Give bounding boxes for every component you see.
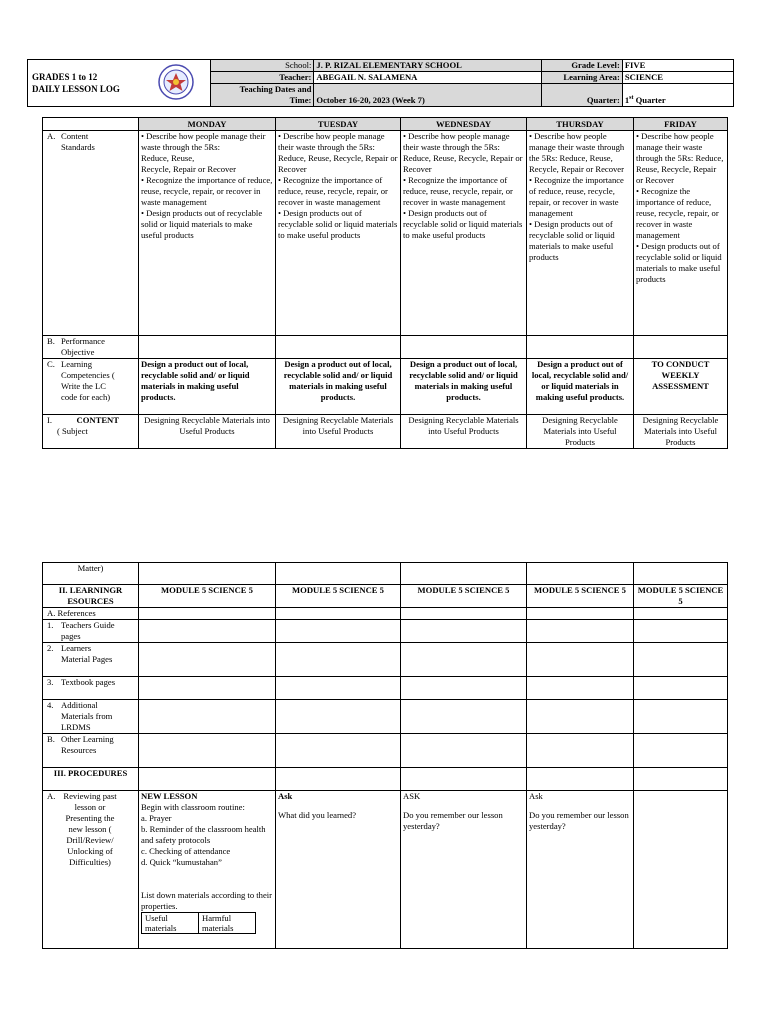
content-standards-label: A. Content Standards bbox=[43, 131, 139, 336]
learners-material-label: 2. Learners Material Pages bbox=[43, 643, 139, 677]
content-standards-tuesday: • Describe how people manage their waste through the 5Rs: Reduce, Reuse, Recycle, Repair or Recover • Recognize the importance of reduce, reuse, recycle, repair, or recover in waste management • Design products out of recyclable solid or liquid materials to make useful products bbox=[276, 131, 401, 336]
dates-label: Teaching Dates and Time: bbox=[211, 84, 314, 107]
content-standards-row bbox=[43, 131, 728, 336]
performance-label: B. Performance Objective bbox=[43, 336, 139, 359]
additional-materials-label: 4. Additional Materials from LRDMS bbox=[43, 700, 139, 734]
school-value: J. P. RIZAL ELEMENTARY SCHOOL bbox=[314, 60, 541, 72]
module-friday: MODULE 5 SCIENCE 5 bbox=[634, 585, 728, 608]
content-standards-friday: • Describe how people manage their waste through the 5Rs: Reduce, Reuse, Recycle, Repair or Recover • Recognize the importance of reduce, reuse, recycle, repair, or recover in waste management • Design products out of recyclable solid or liquid materials to make useful products bbox=[634, 131, 728, 336]
additional-materials-row bbox=[43, 700, 728, 734]
quarter-label: Quarter: bbox=[541, 84, 622, 107]
review-monday: NEW LESSON Begin with classroom routine: a. Prayer b. Reminder of the classroom health and safety protocols c. Checking of attendance d. Quick “kumustahan” List down materials according to their properties. Useful materials Harmful materials bbox=[139, 791, 276, 949]
day-friday: FRIDAY bbox=[634, 118, 728, 131]
module-tuesday: MODULE 5 SCIENCE 5 bbox=[276, 585, 401, 608]
materials-table bbox=[141, 912, 256, 934]
procedures-row bbox=[43, 768, 728, 791]
useful-materials-header: Useful materials bbox=[142, 913, 199, 934]
review-wednesday: ASK Do you remember our lesson yesterday? bbox=[401, 791, 527, 949]
area-label: Learning Area: bbox=[541, 72, 622, 84]
content-row bbox=[43, 415, 728, 449]
learners-material-row bbox=[43, 643, 728, 677]
competency-wednesday: Design a product out of local, recyclable solid and/ or liquid materials in making useful products. bbox=[401, 359, 527, 415]
content-monday: Designing Recyclable Materials into Useful Products bbox=[139, 415, 276, 449]
deped-seal-icon bbox=[143, 60, 211, 107]
grade-value: FIVE bbox=[622, 60, 733, 72]
review-tuesday: Ask What did you learned? bbox=[276, 791, 401, 949]
resources-label: II. LEARNINGR ESOURCES bbox=[43, 585, 139, 608]
module-thursday: MODULE 5 SCIENCE 5 bbox=[527, 585, 634, 608]
lesson-table-part1 bbox=[42, 117, 728, 449]
references-label: A. References bbox=[43, 608, 139, 620]
school-label: School: bbox=[211, 60, 314, 72]
competencies-label: C. Learning Competencies ( Write the LC code for each) bbox=[43, 359, 139, 415]
content-continued-row bbox=[43, 563, 728, 585]
content-label: I. CONTENT ( Subject bbox=[43, 415, 139, 449]
review-thursday: Ask Do you remember our lesson yesterday? bbox=[527, 791, 634, 949]
content-wednesday: Designing Recyclable Materials into Useful Products bbox=[401, 415, 527, 449]
competency-thursday: Design a product out of local, recyclable solid and/ or liquid materials in making useful products. bbox=[527, 359, 634, 415]
teacher-label: Teacher: bbox=[211, 72, 314, 84]
competency-monday: Design a product out of local, recyclable solid and/ or liquid materials in making useful products. bbox=[139, 359, 276, 415]
header-table bbox=[27, 59, 734, 107]
teachers-guide-row bbox=[43, 620, 728, 643]
area-value: SCIENCE bbox=[622, 72, 733, 84]
competency-friday: TO CONDUCT WEEKLY ASSESSMENT bbox=[634, 359, 728, 415]
day-thursday: THURSDAY bbox=[527, 118, 634, 131]
content-standards-thursday: • Describe how people manage their waste through the 5Rs: Reduce, Reuse, Recycle, Repair or Recover • Recognize the importance of reduce, reuse, recycle, repair, or recover in waste management • Design products out of recyclable solid or liquid materials to make useful products bbox=[527, 131, 634, 336]
procedures-label: III. PROCEDURES bbox=[43, 768, 139, 791]
module-wednesday: MODULE 5 SCIENCE 5 bbox=[401, 585, 527, 608]
day-tuesday: TUESDAY bbox=[276, 118, 401, 131]
day-monday: MONDAY bbox=[139, 118, 276, 131]
content-thursday: Designing Recyclable Materials into Useful Products bbox=[527, 415, 634, 449]
teacher-value: ABEGAIL N. SALAMENA bbox=[314, 72, 541, 84]
harmful-materials-header: Harmful materials bbox=[199, 913, 256, 934]
review-row bbox=[43, 791, 728, 949]
grade-label: Grade Level: bbox=[541, 60, 622, 72]
log-title: GRADES 1 to 12 DAILY LESSON LOG bbox=[28, 60, 143, 107]
content-standards-monday: • Describe how people manage their waste through the 5Rs: Reduce, Reuse, Recycle, Repair or Recover • Recognize the importance of reduce, reuse, recycle, repair, or recover in waste management • Design products out of recyclable solid or liquid materials to make useful products bbox=[139, 131, 276, 336]
lesson-table-part2 bbox=[42, 562, 728, 949]
competency-tuesday: Design a product out of local, recyclable solid and/ or liquid materials in making useful products. bbox=[276, 359, 401, 415]
content-label-cont: Matter) bbox=[43, 563, 139, 585]
competencies-row bbox=[43, 359, 728, 415]
module-monday: MODULE 5 SCIENCE 5 bbox=[139, 585, 276, 608]
other-resources-label: B. Other Learning Resources bbox=[43, 734, 139, 768]
review-label: A. Reviewing past lesson or Presenting the new lesson ( Drill/Review/ Unlocking of Difficulties) bbox=[43, 791, 139, 949]
performance-row bbox=[43, 336, 728, 359]
days-header-row bbox=[43, 118, 728, 131]
references-row bbox=[43, 608, 728, 620]
teachers-guide-label: 1. Teachers Guide pages bbox=[43, 620, 139, 643]
other-resources-row bbox=[43, 734, 728, 768]
content-standards-wednesday: • Describe how people manage their waste through the 5Rs: Reduce, Reuse, Recycle, Repair or Recover • Recognize the importance of reduce, reuse, recycle, repair, or recover in waste management • Design products out of recyclable solid or liquid materials to make useful products bbox=[401, 131, 527, 336]
textbook-label: 3. Textbook pages bbox=[43, 677, 139, 700]
textbook-row bbox=[43, 677, 728, 700]
day-wednesday: WEDNESDAY bbox=[401, 118, 527, 131]
dates-value: October 16-20, 2023 (Week 7) bbox=[314, 84, 541, 107]
content-friday: Designing Recyclable Materials into Useful Products bbox=[634, 415, 728, 449]
resources-row bbox=[43, 585, 728, 608]
quarter-value: 1st Quarter bbox=[622, 84, 733, 107]
content-tuesday: Designing Recyclable Materials into Useful Products bbox=[276, 415, 401, 449]
